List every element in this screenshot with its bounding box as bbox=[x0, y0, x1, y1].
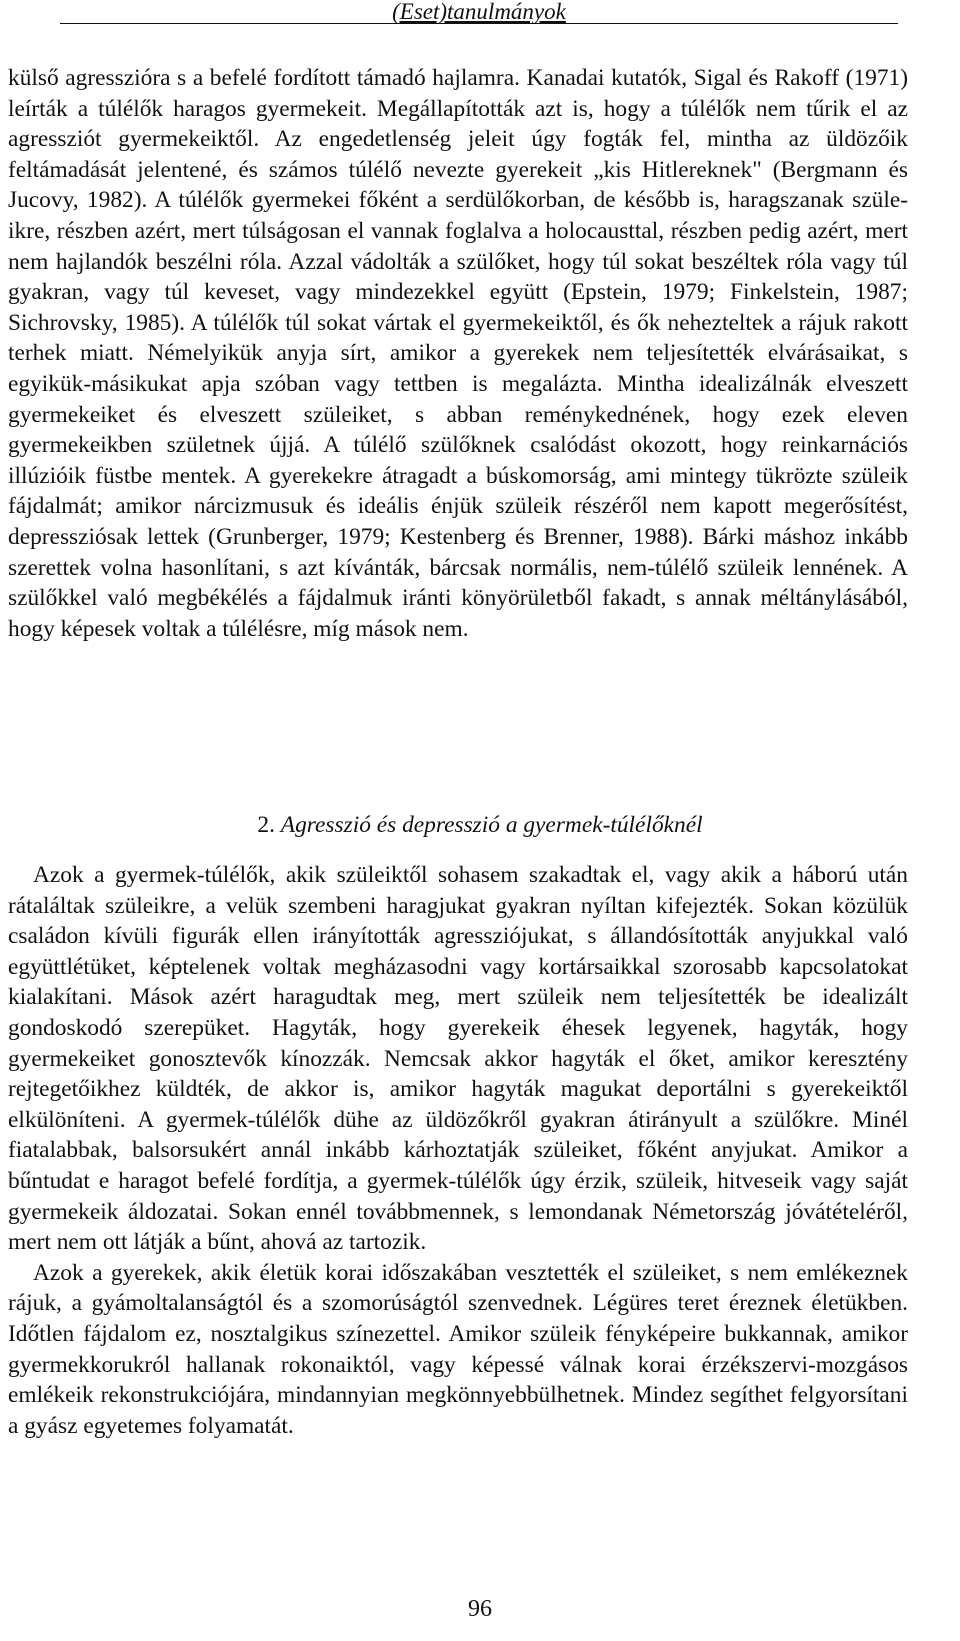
header-rule bbox=[60, 23, 898, 24]
page-number: 96 bbox=[468, 1596, 492, 1622]
body-text-top bbox=[8, 63, 908, 644]
section-title: Agresszió és depresszió a gyermek-túlélőknél bbox=[280, 812, 703, 838]
paragraph-1: külső agresszióra s a befelé fordított támadó hajlamra. Kanadai kutatók, Sigal és Rakoff (1971) leírták a túlélők haragos gyermekeit. Megállapították azt is, hogy a túlélők nem tűrik el az agressziót gyermekeiktől. Az engedetlenség jeleit úgy fogták fel, mintha az üldözőik feltámadását jelentené, és számos túlélő nevezte gyerekeit „kis Hitlereknek" (Bergmann és Jucovy, 1982). A túlélők gyermekei főként a serdülőkorban, de később is, haragszanak szüleikre, részben azért, mert túlságosan el vannak foglalva a holocausttal, részben pedig azért, mert nem hajlandók beszélni róla. Azzal vádolták a szülőket, hogy túl sokat beszéltek róla vagy túl gyakran, vagy túl keveset, vagy mindezekkel együtt (Epstein, 1979; Finkelstein, 1987; Sichrovsky, 1985). A túlélők túl sokat vártak el gyermekeiktől, és ők nehezteltek a rájuk rakott terhek miatt. Némelyikük anyja sírt, amikor a gyerekek nem teljesítették elvárásaikat, s egyikük-másikukat apja szóban vagy tettben is megalázta. Mintha idealizálnák elveszett gyermekeiket és elveszett szüleiket, s abban reménykednének, hogy ezek eleven gyermekeikben születnek újjá. A túlélő szülőknek csalódást okozott, hogy reinkarnációs illúzióik füstbe mentek. A gyerekekre átragadt a búskomorság, ami mintegy tükrözte szüleik fájdalmát; amikor nárcizmusuk és ideális énjük szüleik részéről nem kapott megerősítést, depressziósak lettek (Grunberger, 1979; Kestenberg és Brenner, 1988). Bárki máshoz inkább szerettek volna hasonlítani, s azt kívánták, bárcsak normális, nem-túlélő szüleik lennének. A szülőkkel való megbékélés a fájdalmuk iránti könyörületből fakadt, s annak méltánylásából, hogy képesek voltak a túlélésre, míg mások nem. bbox=[8, 65, 908, 642]
running-header-title: (Eset)tanulmányok bbox=[392, 0, 566, 24]
running-header bbox=[60, 0, 898, 24]
paragraph-3: Azok a gyerekek, akik életük korai időszakában vesztették el szüleiket, s nem emlékeznek rájuk, a gyámoltalanságtól és a szomorúságtól szenvednek. Légüres teret éreznek életükben. Időtlen fájdalom ez, nosztalgikus színezettel. Amikor szüleik fényképeire bukkannak, amikor gyermekkorukról hallanak rokonaiktól, vagy képessé válnak korai érzékszervi-mozgásos emlékeik rekonstrukciójára, mindannyian megkönnyebbülhetnek. Mindez segíthet felgyorsítani a gyász egyetemes folyamatát. bbox=[8, 1259, 908, 1439]
section-heading bbox=[0, 810, 960, 840]
paragraph-2: Azok a gyermek-túlélők, akik szüleiktől sohasem szakadtak el, vagy akik a háború után rátaláltak szüleikre, a velük szembeni haragjukat gyakran nyíltan kifejezték. Sokan közülük családon kívüli figurák ellen irányították agressziójukat, s állandósították anyjukkal való együttlétüket, képtelenek voltak megházasodni vagy kortársaikkal szorosabb kapcsolatokat kialakítani. Mások azért haragudtak meg, mert szüleik nem teljesítették be idealizált gondoskodó szerepüket. Hagyták, hogy gyerekeik éhesek legyenek, hagyták, hogy gyermekeiket gonosztevők kínozzák. Nemcsak akkor hagyták el őket, amikor keresztény rejtegetőikhez küldték, de akkor is, amikor hagyták magukat deportálni s gyerekeiktől elkülöníteni. A gyermek-túlélők dühe az üldözőkről gyakran átirányult a szülőkre. Minél fiatalabbak, balsorsukért annál inkább kárhoztatják szüleiket, főként anyjukat. Amikor a bűntudat e haragot befelé fordítja, a gyermek-túlélők úgy érzik, szüleik, hitveseik vagy saját gyermekeik áldozatai. Sokan ennél továbbmennek, s lemondanak Németország jóvátételéről, mert nem ott látják a bűnt, ahová az tartozik. bbox=[8, 862, 908, 1256]
body-text-section bbox=[8, 860, 908, 1441]
section-number: 2. bbox=[257, 812, 275, 838]
